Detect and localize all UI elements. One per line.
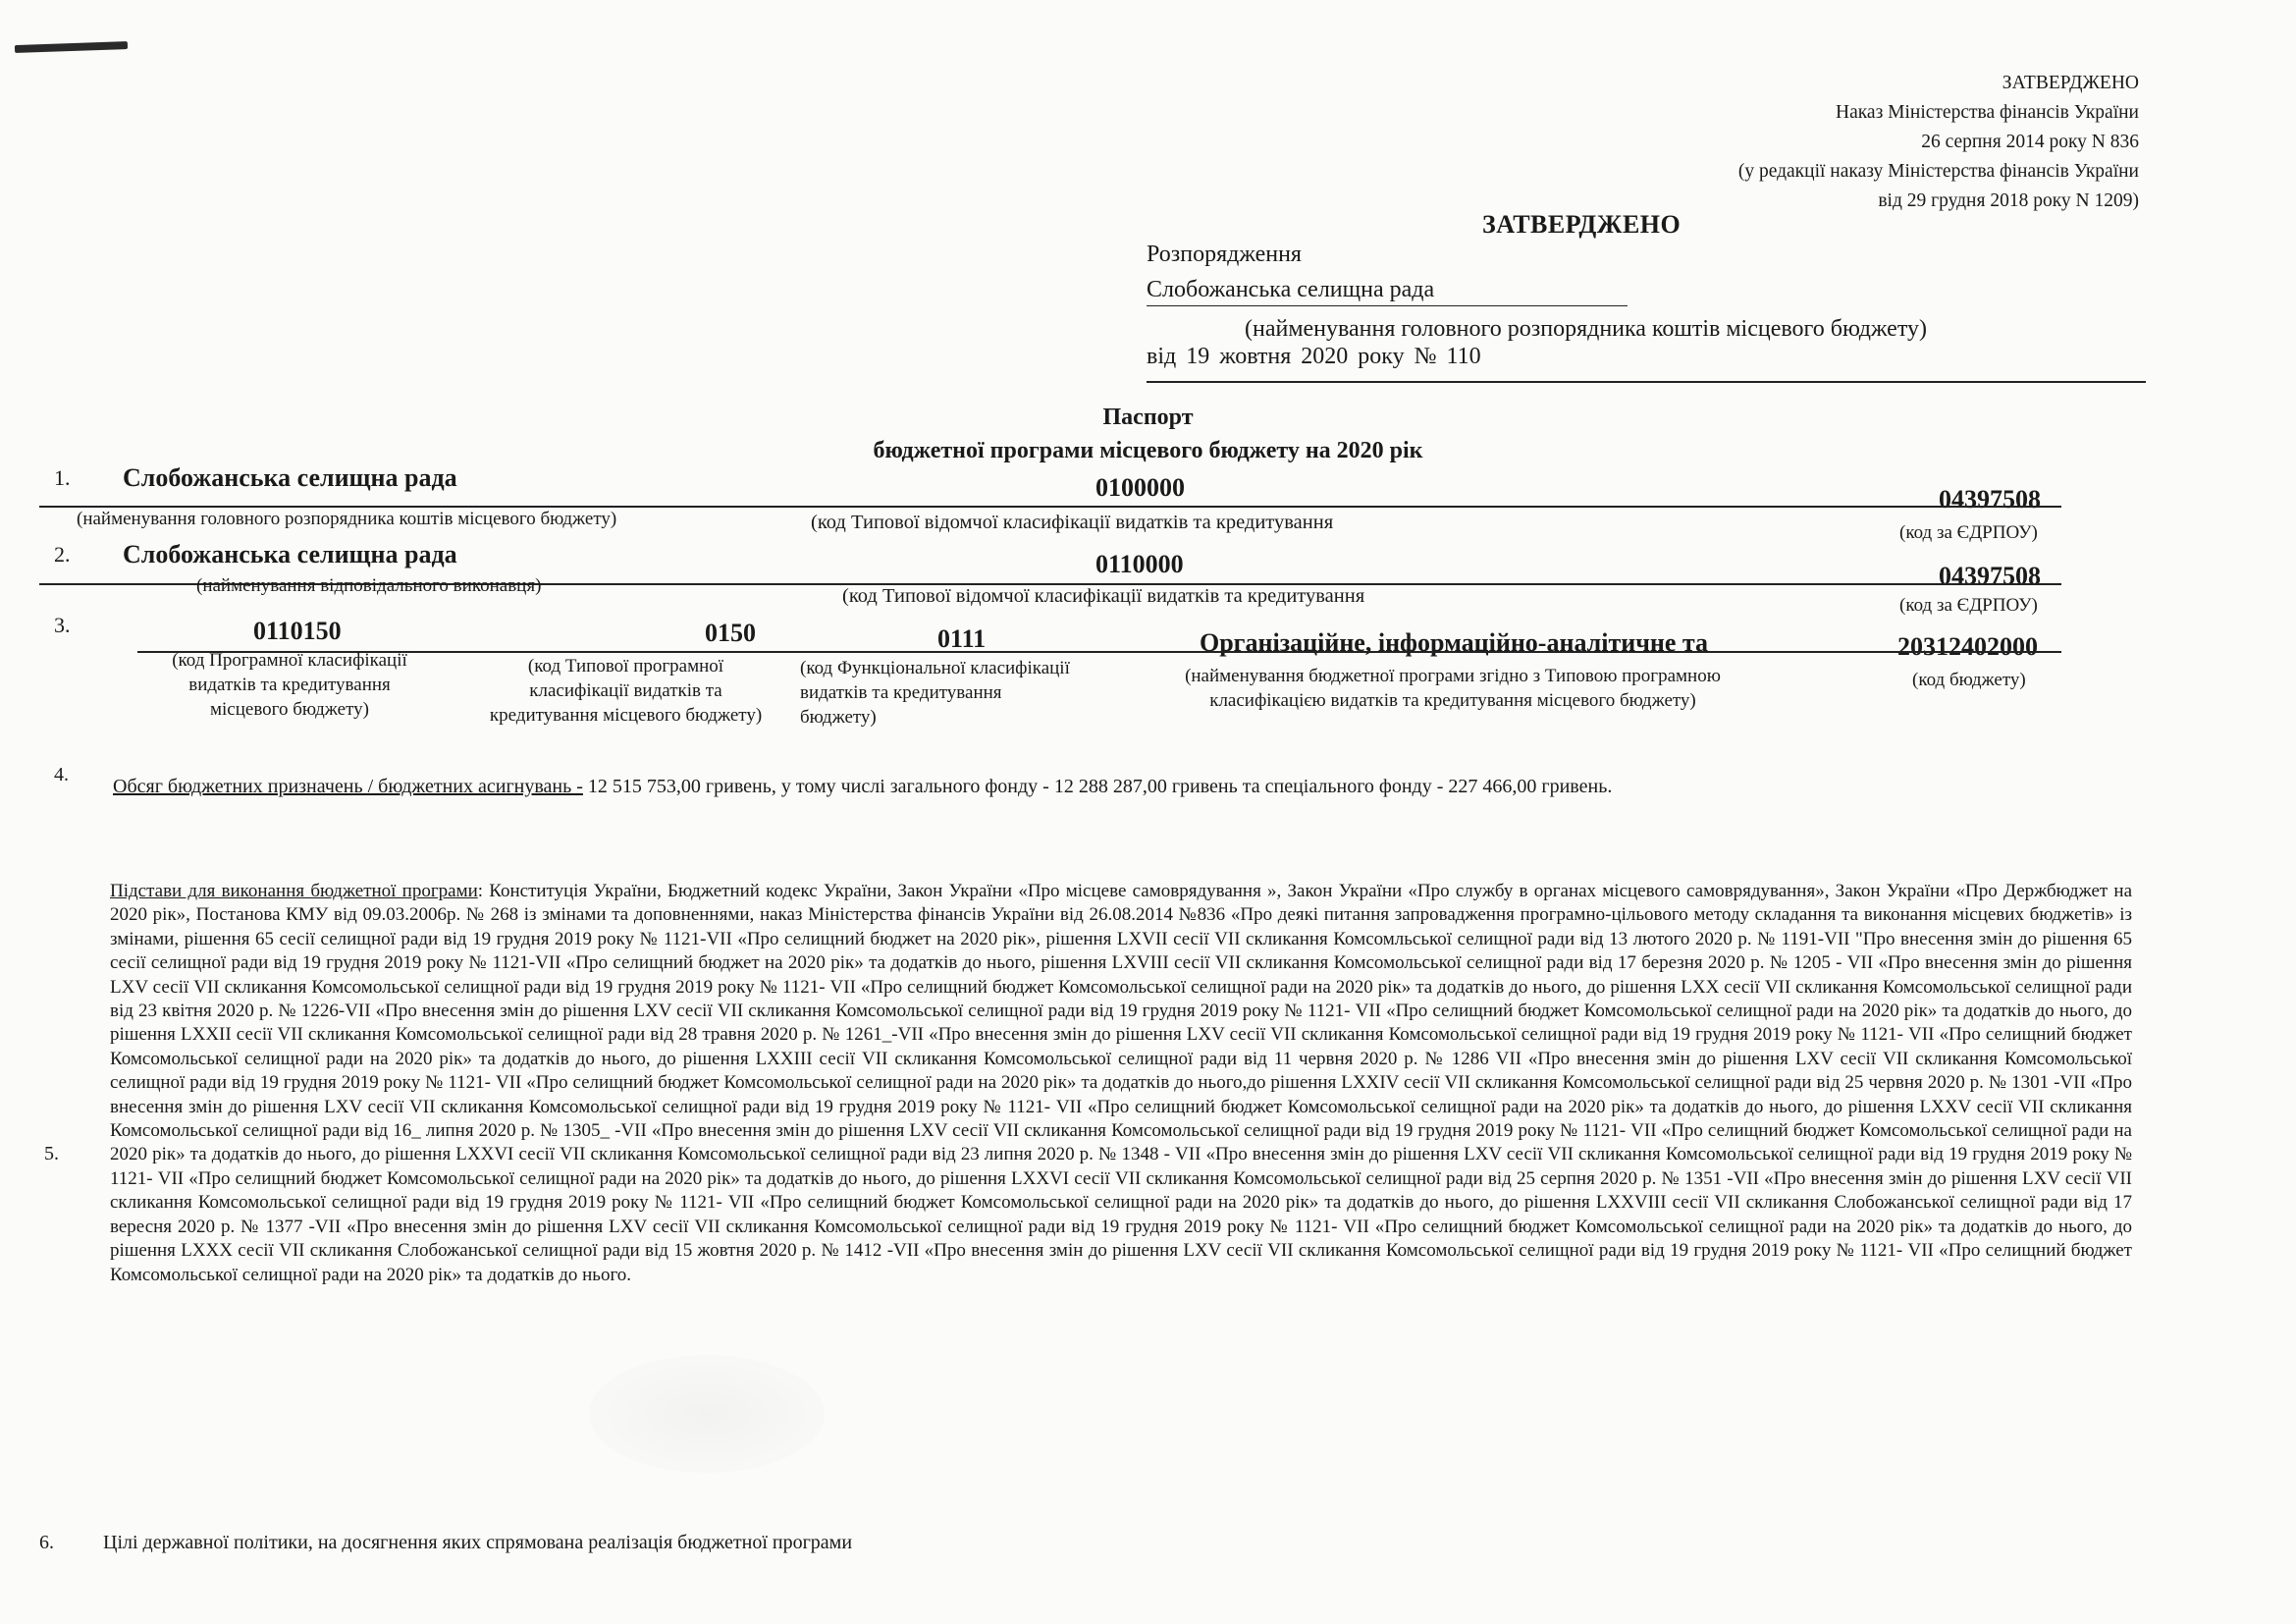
row3-program-name: Організаційне, інформаційно-аналітичне та [1200,628,1709,657]
section4-label: Обсяг бюджетних призначень / бюджетних асигнувань - [113,776,583,797]
scan-mark [15,41,128,53]
approval-block [1738,69,2139,216]
row1-edrpou: 04397508 [1939,485,2041,514]
row2-edrpou: 04397508 [1939,562,2041,590]
caption-line: класифікації видатків та [529,680,722,701]
approval-line: від 29 грудня 2018 року N 1209) [1878,190,2139,211]
approval-line: ЗАТВЕРДЖЕНО [2002,73,2139,93]
row1-number: 1. [54,465,71,490]
passport-title: Паспорт [1102,405,1194,430]
approved-title: ЗАТВЕРДЖЕНО [1482,210,1682,239]
row2-name-caption: (найменування відповідального виконавця) [196,575,542,596]
scan-smudge [589,1355,825,1473]
disposition-caption: (найменування головного розпорядника коштів місцевого бюджету) [1245,316,1927,342]
row2-edrpou-caption: (код за ЄДРПОУ) [1899,595,2038,616]
passport-subtitle: бюджетної програми місцевого бюджету на 2020 рік [873,438,1423,463]
caption-line: видатків та кредитування [800,682,1002,703]
row2-code-caption: (код Типової відомчої класифікації видатків та кредитування [842,585,1365,607]
section5-number: 5. [44,1143,59,1164]
caption-line: (код Типової програмної [527,656,724,677]
caption-line: кредитування місцевого бюджету) [489,705,763,726]
row3-budget-code: 20312402000 [1897,632,2038,661]
row3-program-name-caption [1148,664,1757,713]
section5-label: Підстави для виконання бюджетної програми [110,881,478,901]
section4-text [113,776,1612,798]
row1-name-caption: (найменування головного розпорядника коштів місцевого бюджету) [77,509,617,529]
approval-line: 26 серпня 2014 року N 836 [1921,132,2139,152]
row1-name: Слобожанська селищна рада [123,463,457,492]
caption-line: (найменування бюджетної програми згідно з Типовою програмною [1185,666,1721,686]
row3-program-caption [133,648,447,722]
caption-line: видатків та кредитування [188,675,391,695]
row3-typical-caption [456,654,795,728]
section4-amounts: 12 515 753,00 гривень, у тому числі загального фонду - 12 288 287,00 гривень та спеціального фонду - 227 466,00 гривень. [582,776,1613,797]
row3-budget-caption: (код бюджету) [1912,670,2026,690]
row2-name: Слобожанська селищна рада [123,540,457,568]
row3-functional-caption [800,656,1139,730]
approval-line: Наказ Міністерства фінансів України [1836,102,2139,123]
order-date: від 19 жовтня 2020 року № 110 [1147,344,1481,369]
row2-number: 2. [54,542,71,567]
section5-text [110,880,2132,1287]
disposition-label: Розпорядження [1147,242,1302,267]
row1-code: 0100000 [1095,473,1185,502]
row3-program-code: 0110150 [253,617,342,645]
caption-line: (код Функціональної класифікації [800,658,1070,678]
order-date-rule [1147,381,2146,383]
row1-code-caption: (код Типової відомчої класифікації видатків та кредитування [811,512,1334,533]
row3-number: 3. [54,613,71,637]
disposition-council: Слобожанська селищна рада [1147,277,1628,306]
row2-code: 0110000 [1095,550,1184,578]
row1-edrpou-caption: (код за ЄДРПОУ) [1899,522,2038,543]
caption-line: місцевого бюджету) [209,699,369,720]
section6-number: 6. [39,1532,54,1553]
section6-text: Цілі державної політики, на досягнення яких спрямована реалізація бюджетної програми [103,1532,853,1553]
row3-functional-code: 0111 [937,624,987,653]
caption-line: (код Програмної класифікації [172,650,407,671]
row3-typical-code: 0150 [705,619,756,647]
section5-body: : Конституція України, Бюджетний кодекс України, Закон України «Про місцеве самоврядування », Закон України «Про службу в органах місцевого самоврядування», Закон України «Про Держбюджет на 2020 рік», Постанова КМУ від 09.03.2006р. № 268 із змінами та доповненнями, наказ Міністерства фінансів України від 26.08.2014 №836 «Про деякі питання запровадження програмно-цільового методу складання та виконання місцевих бюджетів» із змінами, рішення 65 сесії селищної ради від 19 грудня 2019 року № 1121-VII «Про селищний бюджет на 2020 рік», рішення LXVII сесії VII скликання Комсомльської селищної ради від 13 лютого 2020 р. № 1191-VII "Про внесення змін до рішення 65 сесії селищної ради від 19 грудня 2019 року № 1121-VII «Про селищний бюджет на 2020 рік» та додатків до нього, рішення LXVIII сесії VII скликання Комсомольської селищної ради від 17 березня 2020 р. № 1205 - VII «Про внесення змін до рішення LXV сесії VII скликання Комсомольської селищної ради від 19 грудня 2019 року № 1121- VII «Про селищний бюджет Комсомольської селищної ради на 2020 рік» та додатків до нього, до рішення LXX сесії VII скликання Комсомольської селищної ради від 23 квітня 2020 р. № 1226-VII «Про внесення змін до рішення LXV сесії VII скликання Комсомольської селищної ради від 19 грудня 2019 року № 1121- VII «Про селищний бюджет Комсомольської селищної ради на 2020 рік» та додатків до нього, до рішення LXXII сесії VII скликання Комсомольської селищної ради від 28 травня 2020 р. № 1261_-VII «Про внесення змін до рішення LXV сесії VII скликання Комсомольської селищної ради від 19 грудня 2019 року № 1121- VII «Про селищний бюджет Комсомольської селищної ради на 2020 рік» та додатків до нього, до рішення LXXIII сесії VII скликання Комсомольської селищної ради від 11 червня 2020 р. № 1286 VII «Про внесення змін до рішення LXV сесії VII скликання Комсомольської селищної ради від 19 грудня 2019 року № 1121- VII «Про селищний бюджет Комсомольської селищної ради на 2020 рік» та додатків до нього,до рішення LXXIV сесії VII скликання Комсомольської селищної ради від 25 червня 2020 р. № 1301 -VII «Про внесення змін до рішення LXV сесії VII скликання Комсомольської селищної ради від 19 грудня 2019 року № 1121- VII «Про селищний бюджет Комсомольської селищної ради на 2020 рік» та додатків до нього, до рішення LXXV сесії VII скликання Комсомольської селищної ради від 16_ липня 2020 р. № 1305_ -VII «Про внесення змін до рішення LXV сесії VII скликання Комсомольської селищної ради від 19 грудня 2019 року № 1121- VII «Про селищний бюджет Комсомольської селищної ради на 2020 рік» та додатків до нього, до рішення LXXVI сесії VII скликання Комсомольської селищної ради від 23 липня 2020 р. № 1348 - VII «Про внесення змін до рішення LXV сесії VII скликання Комсомольської селищної ради від 19 грудня 2019 року № 1121- VII «Про селищний бюджет Комсомольської селищної ради на 2020 рік» та додатків до нього, до рішення LXXVI сесії VII скликання Комсомольської селищної ради від 25 серпня 2020 р. № 1351 -VII «Про внесення змін до рішення LXV сесії VII скликання Комсомольської селищної ради від 19 грудня 2019 року № 1121- VII «Про селищний бюджет Комсомольської селищної ради на 2020 рік» та додатків до нього, до рішення LXXVIII сесії VII скликання Слобожанської селищної ради від 17 вересня 2020 р. № 1377 -VII «Про внесення змін до рішення LXV сесії VII скликання Комсомольської селищної ради від 19 грудня 2019 року № 1121- VII «Про селищний бюджет Комсомольської селищної ради на 2020 рік» та додатків до нього, до рішення LXXX сесії VII скликання Слобожанської селищної ради від 15 жовтня 2020 р. № 1412 -VII «Про внесення змін до рішення LXV сесії VII скликання Комсомольської селищної ради від 19 грудня 2019 року № 1121- VII «Про селищний бюджет Комсомольської селищної ради на 2020 рік» та додатків до нього. [110,881,2132,1285]
caption-line: класифікацією видатків та кредитування місцевого бюджету) [1209,690,1696,711]
approval-line: (у редакції наказу Міністерства фінансів України [1737,161,2139,182]
section4-number: 4. [54,764,69,785]
caption-line: бюджету) [800,707,877,728]
